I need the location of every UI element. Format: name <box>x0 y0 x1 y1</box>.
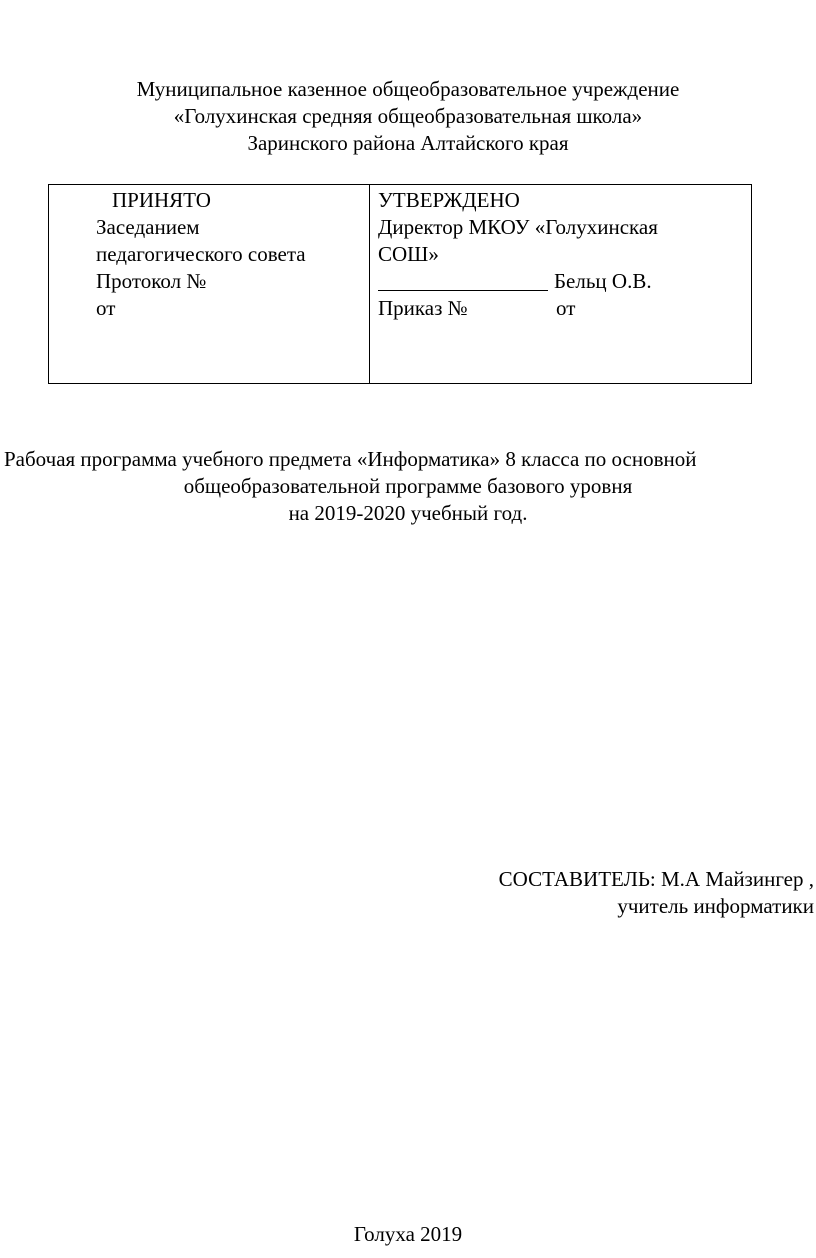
approved-title: УТВЕРЖДЕНО <box>378 188 520 212</box>
approved-block <box>378 187 748 322</box>
approved-signer: Бельц О.В. <box>554 269 652 293</box>
school-name-line: «Голухинская средняя общеобразовательная школа» <box>173 104 643 128</box>
accepted-block <box>96 187 366 322</box>
approved-director-line: Директор МКОУ «Голухинская <box>378 215 658 239</box>
composer-name: СОСТАВИТЕЛЬ: М.А Майзингер , <box>498 867 814 891</box>
program-title <box>0 446 816 527</box>
place-year: Голуха 2019 <box>353 1222 463 1246</box>
program-title-line3: на 2019-2020 учебный год. <box>288 501 528 525</box>
accepted-title: ПРИНЯТО <box>112 188 211 212</box>
order-label: Приказ № <box>378 296 468 320</box>
composer-block <box>499 866 814 920</box>
approved-order-row <box>378 295 748 322</box>
school-type-line: Муниципальное казенное общеобразовательное учреждение <box>136 77 680 101</box>
school-region-line: Заринского района Алтайского края <box>247 131 569 155</box>
signature-line <box>378 268 548 291</box>
program-title-line2: общеобразовательной программе базового уровня <box>183 474 633 498</box>
table-divider <box>369 185 370 383</box>
approved-signature-row <box>378 268 748 295</box>
document-header <box>0 76 816 157</box>
accepted-line-council: педагогического совета <box>96 242 306 266</box>
approved-school-line: СОШ» <box>378 242 439 266</box>
composer-position: учитель информатики <box>617 894 814 918</box>
accepted-protocol: Протокол № <box>96 269 207 293</box>
program-title-line1: Рабочая программа учебного предмета «Информатика» 8 класса по основной <box>4 447 697 471</box>
accepted-line-meeting: Заседанием <box>96 215 200 239</box>
order-date: от <box>556 296 576 320</box>
accepted-date: от <box>96 296 116 320</box>
